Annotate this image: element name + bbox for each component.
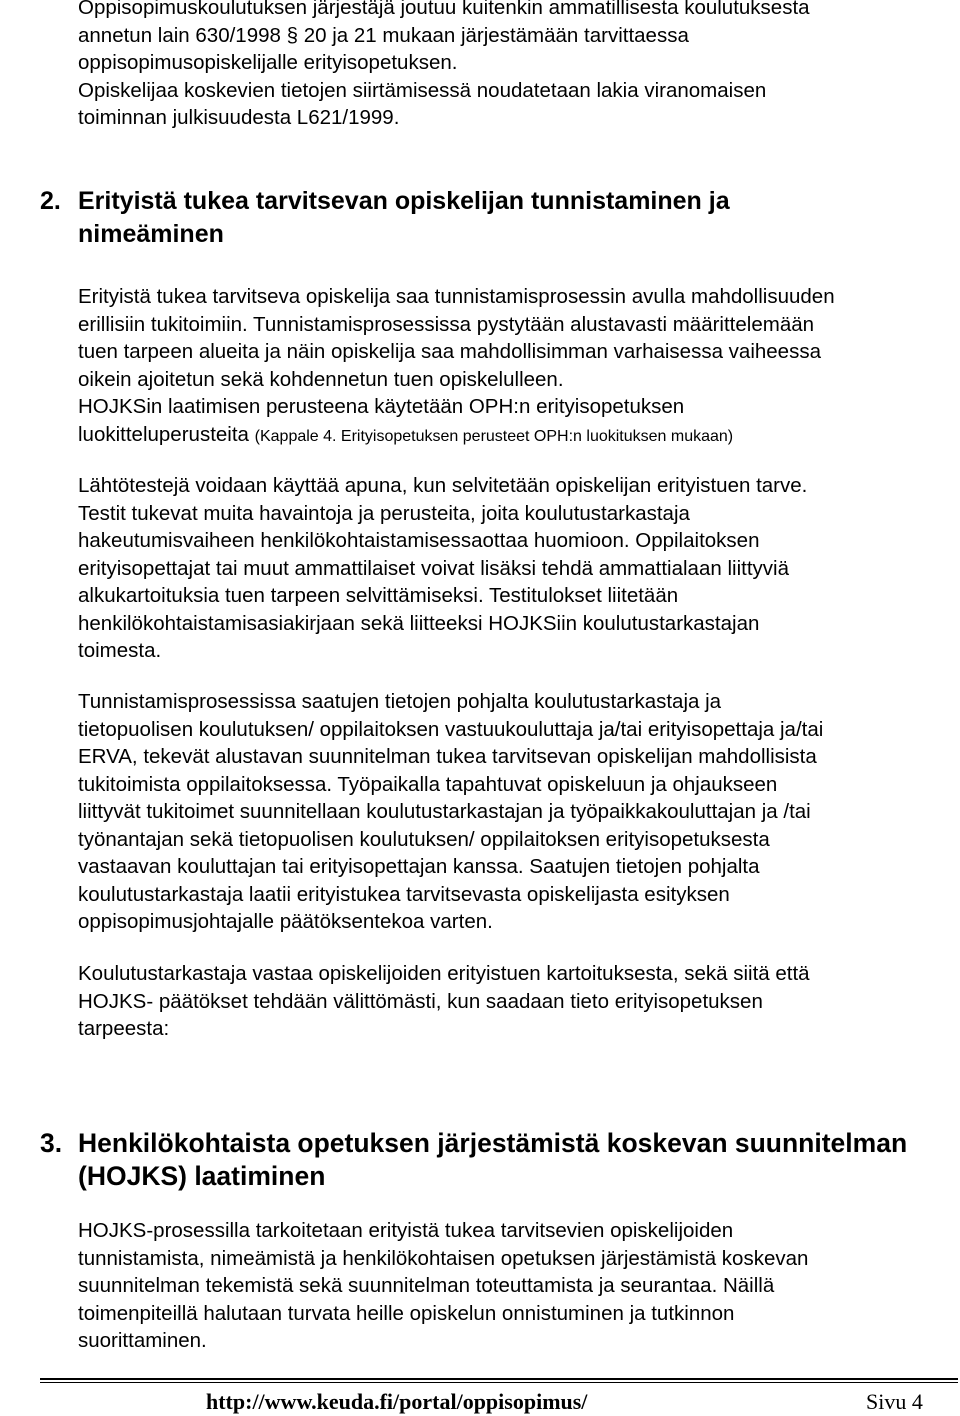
page-number: Sivu 4 xyxy=(866,1389,923,1414)
text-line: ERVA, tekevät alustavan suunnitelman tukea tarvitsevan opiskelijan mahdollisista xyxy=(78,745,817,768)
text-line: oppisopimusjohtajalle päätöksentekoa varten. xyxy=(78,910,493,933)
text-line: toimenpiteillä halutaan turvata heille opiskelun onnistuminen ja tutkinnon xyxy=(78,1301,735,1325)
section-2-paragraph-2 xyxy=(78,472,958,665)
section-2-paragraph-3 xyxy=(78,688,958,936)
footer-divider xyxy=(40,1378,958,1380)
text-line: Opiskelijaa koskevien tietojen siirtämisessä noudatetaan lakia viranomaisen xyxy=(78,78,767,102)
text-line: Testit tukevat muita havaintoja ja perusteita, joita koulutustarkastaja xyxy=(78,501,690,525)
text-run: luokitteluperusteita xyxy=(78,422,255,446)
intro-paragraph xyxy=(78,0,958,132)
text-line: liittyvät tukitoimet suunnitellaan koulutustarkastajan ja työpaikkakouluttajan ja /tai xyxy=(78,800,811,823)
footer-url-link[interactable]: http://www.keuda.fi/portal/oppisopimus/ xyxy=(206,1389,588,1414)
text-line: erillisiin tukitoimiin. Tunnistamisprosessissa pystytään alustavasti määrittelemään xyxy=(78,312,815,336)
text-line: toimesta. xyxy=(78,639,162,662)
text-line: erityisopettajat tai muut ammattilaiset voivat lisäksi tehdä ammattialaan liittyviä xyxy=(78,556,789,580)
text-line: Lähtötestejä voidaan käyttää apuna, kun selvitetään opiskelijan erityistuen tarve. xyxy=(78,474,808,497)
text-line: tuen tarpeen alueita ja näin opiskelija saa mahdollisimman varhaisessa vaiheessa xyxy=(78,340,821,363)
footer-divider-thin xyxy=(40,1382,958,1383)
section-3-number: 3. xyxy=(40,1128,63,1158)
text-line: Koulutustarkastaja vastaa opiskelijoiden erityistuen kartoituksesta, sekä siitä että xyxy=(78,962,810,985)
section-2-title-line-2: nimeäminen xyxy=(78,220,224,248)
text-line: tarpeesta: xyxy=(78,1017,170,1040)
text-line: alkukartoituksia tuen tarpeen selvittämiseksi. Testitulokset liitetään xyxy=(78,584,679,607)
text-line: suunnitelman tekemistä sekä suunnitelman toteuttamista ja seurantaa. Näillä xyxy=(78,1274,775,1297)
text-line: oikein ajoitetun sekä kohdennetun tuen opiskelulleen. xyxy=(78,367,564,391)
text-line: vastaavan kouluttajan tai erityisopettajan kanssa. Saatujen tietojen pohjalta xyxy=(78,855,760,878)
section-3-title-line-1: Henkilökohtaista opetuksen järjestämistä koskevan suunnitelman xyxy=(78,1128,908,1158)
text-line xyxy=(78,421,958,451)
text-line: oppisopimusopiskelijalle erityisopetuksen. xyxy=(78,51,458,74)
text-line: henkilökohtaistamisasiakirjaan sekä liitteeksi HOJKSiin koulutustarkastajan xyxy=(78,611,760,635)
section-2-number: 2. xyxy=(40,187,61,215)
text-line: toiminnan julkisuudesta L621/1999. xyxy=(78,106,400,129)
text-line: Tunnistamisprosessissa saatujen tietojen pohjalta koulutustarkastaja ja xyxy=(78,690,722,713)
text-line: suorittaminen. xyxy=(78,1329,207,1352)
text-line: HOJKS- päätökset tehdään välittömästi, kun saadaan tieto erityisopetuksen xyxy=(78,989,763,1013)
section-2-title-line-1: Erityistä tukea tarvitsevan opiskelijan tunnistaminen ja xyxy=(78,187,730,215)
section-2-paragraph-1 xyxy=(78,283,958,450)
text-line: hakeutumisvaiheen henkilökohtaistamisessaottaa huomioon. Oppilaitoksen xyxy=(78,529,760,552)
text-line: HOJKS-prosessilla tarkoitetaan erityistä tukea tarvitsevien opiskelijoiden xyxy=(78,1219,734,1242)
text-line: annetun lain 630/1998 § 20 ja 21 mukaan järjestämään tarvittaessa xyxy=(78,23,689,47)
text-line: Erityistä tukea tarvitseva opiskelija saa tunnistamisprosessin avulla mahdollisuuden xyxy=(78,285,835,308)
text-run-small: Erityisopetuksen perusteet OPH:n luokituksen mukaan) xyxy=(336,427,734,445)
text-line: Oppisopimuskoulutuksen järjestäjä joutuu kuitenkin ammatillisesta koulutuksesta xyxy=(78,0,810,19)
text-line: tukitoimista oppilaitoksessa. Työpaikalla tapahtuvat opiskeluun ja ohjaukseen xyxy=(78,772,778,796)
text-line: työnantajan sekä tietopuolisen koulutuksen/ oppilaitoksen erityisopetuksesta xyxy=(78,827,770,851)
text-line: HOJKSin laatimisen perusteena käytetään OPH:n erityisopetuksen xyxy=(78,395,685,418)
text-line: tietopuolisen koulutuksen/ oppilaitoksen vastuukouluttaja ja/tai erityisopettaja ja/tai xyxy=(78,717,824,741)
text-line: koulutustarkastaja laatii erityistukea tarvitsevasta opiskelijasta esityksen xyxy=(78,882,730,906)
text-line: tunnistamista, nimeämistä ja henkilökohtaisen opetuksen järjestämistä koskevan xyxy=(78,1246,809,1270)
text-run-small: (Kappale 4. xyxy=(254,427,337,445)
section-3-title-line-2: (HOJKS) laatiminen xyxy=(78,1161,326,1191)
section-2-paragraph-4 xyxy=(78,960,958,1043)
section-3-paragraph-1 xyxy=(78,1217,958,1355)
